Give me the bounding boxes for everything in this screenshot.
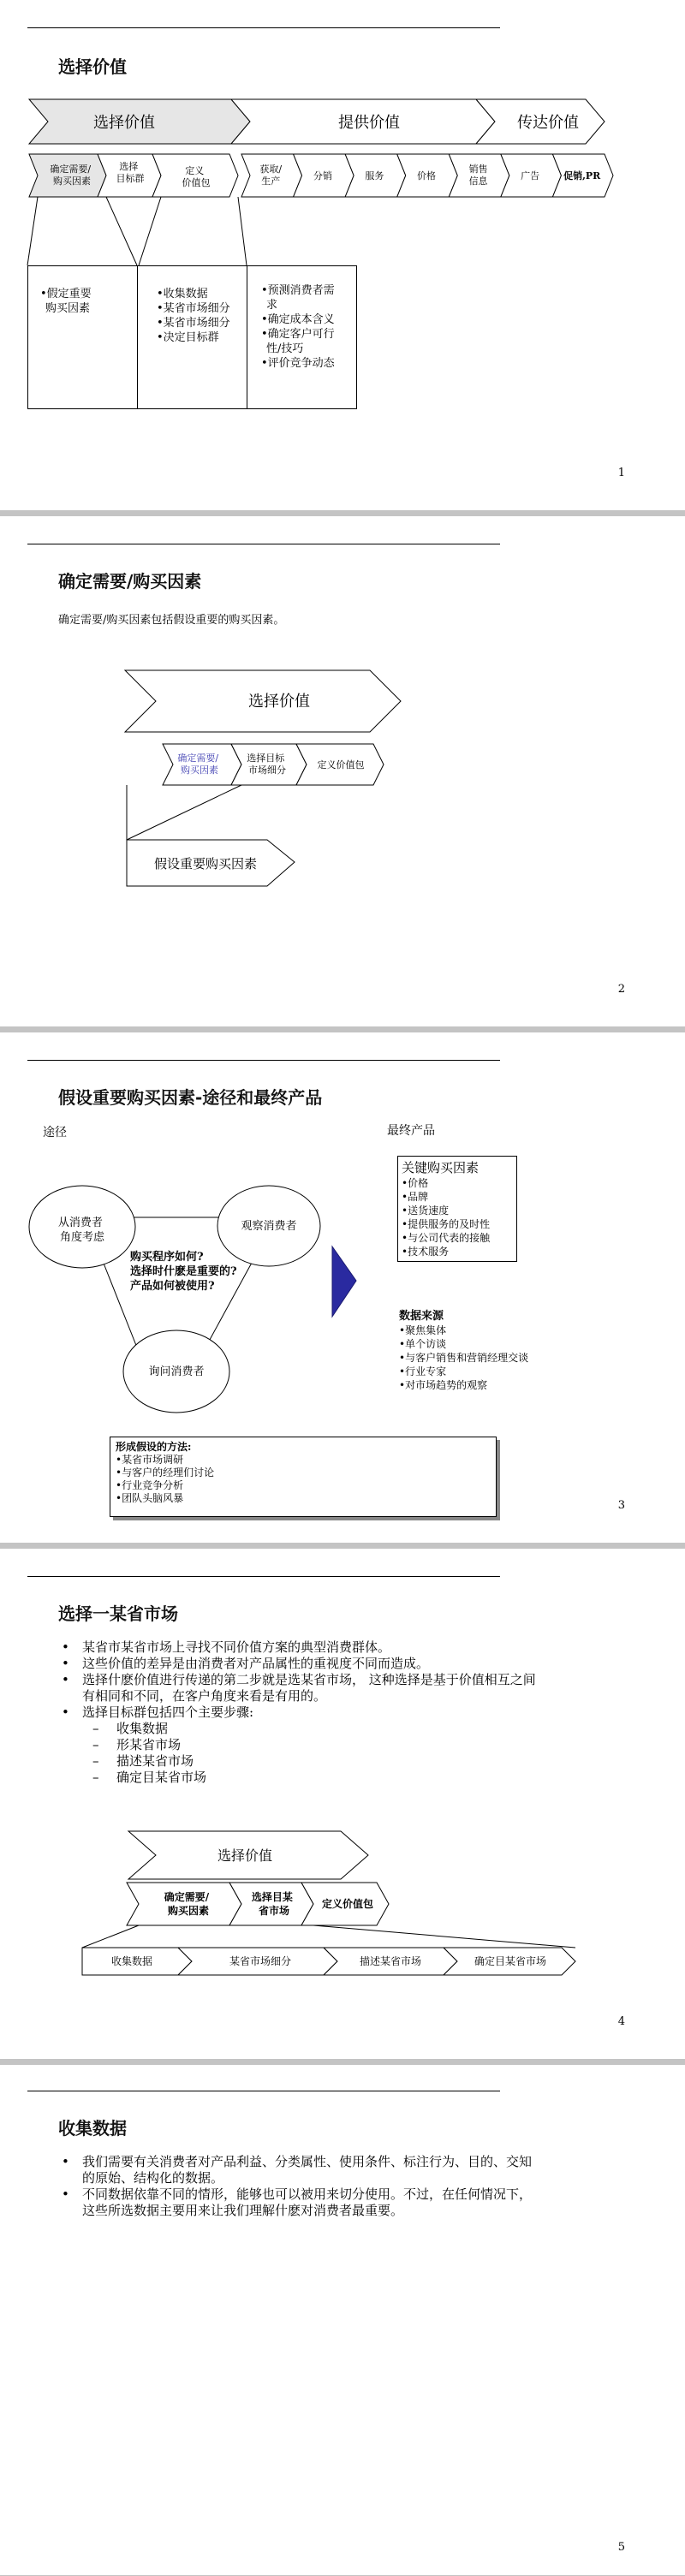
slide-2 (0, 516, 685, 1026)
sub-needs-line-2: 购买因素 (167, 1905, 210, 1917)
flow-label: 收集数据 (110, 1955, 153, 1967)
bottom-chevron-label: 假设重要购买因素 (153, 856, 258, 872)
page-number: 2 (617, 983, 625, 996)
page-number: 5 (617, 2541, 625, 2554)
svg-text:定义价值包 (318, 759, 365, 770)
sub-needs-line-1: 确定需要/ (50, 164, 92, 175)
method-item: •团队头脑风暴 (116, 1492, 184, 1504)
sub-chevron-provide-line: 广告 (521, 170, 540, 181)
key-factors-title: 关键购买因素 (402, 1160, 480, 1175)
page-number: 1 (617, 467, 625, 479)
sub-needs-line-1: 确定需要/ (177, 753, 219, 764)
sub-chevron-provide-label (365, 170, 384, 181)
slide-5 (0, 2065, 685, 2575)
center-q3: 产品如何被使用? (130, 1280, 215, 1293)
box-target-steps (137, 265, 247, 409)
slide-5-bullets (58, 2154, 640, 2219)
box2-line: •收集数据 (157, 288, 208, 300)
key-factor: •提供服务的及时性 (402, 1218, 491, 1230)
slide-1-value-chain (0, 0, 685, 510)
source-item: •对市场趋势的观察 (399, 1379, 488, 1391)
sub-target-line-1: 选择目标 (247, 753, 285, 764)
key-factor: •与公司代表的接触 (402, 1232, 491, 1244)
sub-chevron-provide-line: 销售 (468, 164, 488, 175)
slide-2-subtitle: 确定需要/购买因素包括假设重要的购买因素。 (58, 614, 285, 627)
box3-line: 求 (266, 299, 278, 312)
slide-2-title: 确定需要/购买因素 (58, 571, 202, 592)
sub-chevron-provide-line: 信息 (468, 176, 488, 187)
sub-chevron-provide-label (417, 170, 436, 181)
center-q1: 购买程序如何? (130, 1251, 204, 1264)
method-item: •行业竞争分析 (116, 1479, 184, 1491)
bullet (58, 2154, 640, 2186)
sub-chevron-provide-label (521, 170, 539, 181)
arrow-right-icon (332, 1246, 356, 1317)
circle1-line-1: 从消费者 (57, 1217, 103, 1229)
slide-3 (0, 1032, 685, 1543)
box-package-steps (247, 265, 357, 409)
slide-1-title: 选择价值 (58, 57, 127, 77)
sub-package-line-2: 价值包 (182, 177, 211, 188)
method-item: •与客户的经理们讨论 (116, 1466, 215, 1478)
sub-chevron-target (229, 1883, 313, 1925)
slide-4-diagram (0, 1549, 685, 2059)
source-item: •与客户销售和营销经理交谈 (399, 1352, 529, 1364)
box2-line: •决定目标群 (157, 331, 219, 344)
sub-target-line-2: 市场细分 (248, 764, 286, 776)
sub-chevron-provide-line: 分销 (313, 170, 332, 181)
circle2-line: 观察消费者 (241, 1220, 297, 1233)
sub-package-line: 定义价值包 (321, 1898, 374, 1910)
sub-chevron-provide-line: 促销,PR (563, 170, 601, 181)
box3-line: 性/技巧 (266, 342, 304, 355)
sub-step: – 收集数据 (82, 1721, 640, 1737)
chevron-label: 选择价值 (217, 1847, 273, 1864)
sub-package-line-1: 定义 (185, 165, 205, 176)
key-factor: •技术服务 (402, 1246, 450, 1258)
flow-label: 描述某省市场 (359, 1955, 422, 1967)
slide-2-diagram (0, 516, 685, 1026)
bullet-text: 选择什麽价值进行传递的第二步就是选某省市场， 这种选择是基于价值相互之间 (82, 1672, 536, 1687)
page-number: 3 (617, 1499, 625, 1512)
chevron-label: 选择价值 (248, 693, 310, 711)
box3-line: •评价竞争动态 (261, 357, 335, 370)
sources-title: 数据来源 (399, 1310, 444, 1323)
svg-text:询问消费者 (148, 1365, 204, 1378)
sub-target-line-1: 选择 (119, 161, 139, 172)
provide-sub-chevrons (241, 154, 613, 197)
sub-chevron-provide-line: 服务 (365, 170, 384, 181)
box-assume-factors (27, 265, 138, 409)
box3-line: •确定成本含义 (261, 313, 335, 326)
key-factor: •送货速度 (402, 1205, 450, 1217)
source-item: •单个访谈 (399, 1338, 447, 1350)
slide-5-title: 收集数据 (58, 2118, 127, 2139)
sub-chevron-provide-line: 价格 (417, 170, 436, 181)
sub-target-line-2: 省市场 (258, 1905, 290, 1917)
sub-chevron-provide-line: 获取/ (259, 164, 283, 175)
box3-line: •确定客户可行 (261, 328, 335, 341)
bullet-text: 这些所选数据主要用来让我们理解什麽对消费者最重要。 (82, 2203, 404, 2218)
sub-needs-line-2: 购买因素 (53, 176, 91, 187)
sub-chevron-provide-label (313, 170, 332, 181)
bullet-text: 有相同和不同，在客户角度来看是有用的。 (82, 1688, 327, 1704)
left-heading: 途径 (43, 1126, 67, 1139)
methods-box (110, 1437, 497, 1517)
slide-1 (0, 0, 685, 510)
bullet-text: 某省市某省市场上寻找不同价值方案的典型消费群体。 (82, 1639, 391, 1655)
bullet-text: 我们需要有关消费者对产品利益、分类属性、使用条件、标注行为、目的、交知 (82, 2154, 533, 2169)
bullet (58, 2186, 640, 2219)
sub-needs-line-1: 确定需要/ (164, 1891, 210, 1903)
sub-target-line-2: 目标群 (116, 173, 145, 184)
sub-chevron-provide-line: 生产 (261, 176, 281, 187)
source-item: •行业专家 (399, 1365, 447, 1377)
key-factors-box (397, 1156, 517, 1262)
box2-line: •某省市场细分 (157, 317, 230, 330)
right-heading: 最终产品 (387, 1124, 435, 1138)
page-number: 4 (617, 2015, 625, 2028)
chevron-label-choose: 选择价值 (93, 114, 155, 132)
flow-label: 确定目某省市场 (474, 1955, 547, 1967)
sub-target-line-1: 选择目某 (251, 1891, 293, 1903)
sub-chevron-provide-label (563, 170, 601, 181)
method-item: •某省市场调研 (116, 1454, 184, 1466)
sub-chevron-needs (127, 1883, 241, 1925)
bullet-text: 不同数据依靠不同的情形，能够也可以被用来切分使用。不过，在任何情况下， (82, 2186, 533, 2202)
sub-step: – 确定目某省市场 (82, 1770, 640, 1786)
svg-text:定义价值包 (322, 1897, 373, 1910)
svg-text:观察消费者 (241, 1219, 296, 1233)
sub-step: – 描述某省市场 (82, 1753, 640, 1770)
center-q2: 选择时什麽是重要的? (130, 1265, 237, 1278)
slide-4-title: 选择一某省市场 (58, 1603, 178, 1624)
key-factor: •价格 (402, 1177, 429, 1189)
source-item: •聚焦集体 (399, 1324, 447, 1336)
chevron-label-deliver: 传达价值 (517, 114, 579, 132)
sub-package-line: 定义价值包 (317, 759, 365, 770)
box3-line: •预测消费者需 (261, 284, 335, 297)
circle3-line: 询问消费者 (148, 1365, 205, 1378)
data-sources (399, 1310, 528, 1392)
sub-step: – 形某省市场 (82, 1737, 640, 1753)
box1-line: 购买因素 (45, 302, 91, 315)
key-factor: •品牌 (402, 1191, 429, 1203)
slide-4 (0, 1549, 685, 2059)
bullet-text: 的原始、结构化的数据。 (82, 2170, 224, 2186)
box2-line: •某省市场细分 (157, 302, 230, 315)
svg-text:定义 价值包 (182, 165, 211, 188)
flow-label: 某省市场细分 (229, 1955, 292, 1967)
sub-needs-line-2: 购买因素 (181, 764, 218, 776)
bullet-text: 这些价值的差异是由消费者对产品属性的重视度不同而造成。 (82, 1656, 430, 1671)
chevron-label-provide: 提供价值 (338, 114, 400, 132)
methods-title: 形成假设的方法: (116, 1441, 192, 1453)
bullet-text: 选择目标群包括四个主要步骤: (82, 1704, 254, 1720)
svg-text:购买程序如何? 选择时什麽是重要的? (130, 1250, 241, 1293)
box1-line: •假定重要 (40, 288, 92, 300)
slide-3-title: 假设重要购买因素-途径和最终产品 (58, 1087, 323, 1108)
circle1-line-2: 角度考虑 (59, 1231, 105, 1244)
